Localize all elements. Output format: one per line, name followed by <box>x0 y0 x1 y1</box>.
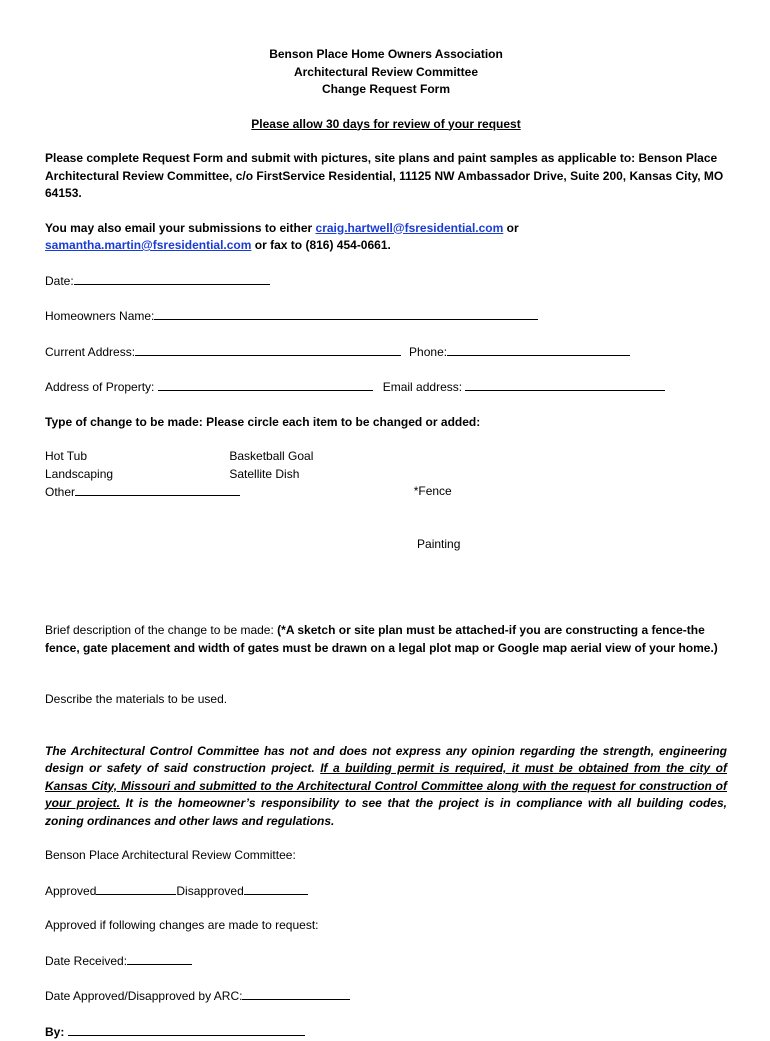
homeowners-label: Homeowners Name: <box>45 309 154 323</box>
change-type-column-2 <box>229 448 410 483</box>
other-label: Other <box>45 485 75 499</box>
disclaimer-permit-notice: If a building permit is required, it must be obtained from the city of Kansas City, Missouri and submitted to the Architectural Control Committee along with the request for construction of your project. <box>45 761 727 810</box>
change-request-form <box>45 46 727 1041</box>
date-blank[interactable] <box>74 272 270 285</box>
committee-name: Architectural Review Committee <box>45 64 727 82</box>
email-link-craig[interactable]: craig.hartwell@fsresidential.com <box>316 221 504 235</box>
other-blank[interactable] <box>75 483 240 496</box>
option-hot-tub[interactable]: Hot Tub <box>45 448 226 466</box>
disapproved-blank[interactable] <box>244 882 308 895</box>
property-address-blank[interactable] <box>158 378 373 391</box>
form-header <box>45 46 727 99</box>
email-address-label: Email address: <box>383 380 466 394</box>
option-satellite-dish[interactable]: Satellite Dish <box>229 466 410 484</box>
option-painting[interactable]: Painting <box>414 536 574 554</box>
date-approved-label: Date Approved/Disapproved by ARC: <box>45 989 242 1003</box>
property-address-row <box>45 378 727 397</box>
current-address-blank[interactable] <box>135 343 401 356</box>
approved-blank[interactable] <box>96 882 176 895</box>
email-prefix: You may also email your submissions to either <box>45 221 316 235</box>
disclaimer-part-1: The Architectural Control Committee has not and does not express any opinion regarding the strength, engineering design or safety of said construction project. <box>45 744 727 776</box>
property-address-label: Address of Property: <box>45 380 158 394</box>
approved-label: Approved <box>45 884 96 898</box>
description-block <box>45 622 727 657</box>
hoa-name: Benson Place Home Owners Association <box>45 46 727 64</box>
disclaimer-paragraph <box>45 743 727 831</box>
form-title: Change Request Form <box>45 81 727 99</box>
approval-row <box>45 882 727 901</box>
option-fence[interactable]: *Fence <box>414 483 574 501</box>
date-received-label: Date Received: <box>45 954 127 968</box>
signature-blank[interactable] <box>68 1023 305 1036</box>
option-basketball-goal[interactable]: Basketball Goal <box>229 448 410 466</box>
description-label: Brief description of the change to be made: <box>45 623 277 637</box>
date-label: Date: <box>45 274 74 288</box>
submit-instructions: Please complete Request Form and submit with pictures, site plans and paint samples as applicable to: Benson Place Architectural Review Committee, c/o FirstService Residential, 11125 NW Ambassador Drive, Suite 200, Kansas City, MO 64153. <box>45 150 727 203</box>
email-instructions <box>45 220 727 255</box>
current-address-label: Current Address: <box>45 345 135 359</box>
homeowners-field-row <box>45 307 727 326</box>
committee-heading: Benson Place Architectural Review Committee: <box>45 847 727 865</box>
change-type-column-3 <box>414 448 574 588</box>
date-approved-blank[interactable] <box>242 987 350 1000</box>
date-received-row <box>45 952 727 971</box>
phone-label: Phone: <box>409 345 447 359</box>
date-field-row <box>45 272 727 291</box>
option-landscaping[interactable]: Landscaping <box>45 466 226 484</box>
disapproved-label: Disapproved <box>176 884 243 898</box>
description-note: (*A sketch or site plan must be attached-if you are constructing a fence-the fence, gate placement and width of gates must be drawn on a legal plot map or Google map aerial view of your home.) <box>45 623 718 655</box>
current-address-row <box>45 343 727 362</box>
change-type-column-1 <box>45 448 226 502</box>
option-other[interactable] <box>45 483 226 502</box>
phone-blank[interactable] <box>447 343 630 356</box>
fax-text: or fax to (816) 454-0661. <box>251 238 390 252</box>
date-approved-row <box>45 987 727 1006</box>
by-label: By: <box>45 1025 68 1039</box>
change-type-heading: Type of change to be made: Please circle each item to be changed or added: <box>45 414 727 432</box>
review-notice: Please allow 30 days for review of your request <box>45 116 727 134</box>
materials-label: Describe the materials to be used. <box>45 691 727 709</box>
date-received-blank[interactable] <box>127 952 192 965</box>
approved-changes-label: Approved if following changes are made to request: <box>45 917 727 935</box>
email-or: or <box>503 221 518 235</box>
signature-row <box>45 1023 727 1041</box>
homeowners-blank[interactable] <box>154 307 538 320</box>
email-address-blank[interactable] <box>465 378 665 391</box>
email-link-samantha[interactable]: samantha.martin@fsresidential.com <box>45 238 251 252</box>
change-type-options <box>45 448 727 588</box>
disclaimer-part-3: It is the homeowner’s responsibility to see that the project is in compliance with all building codes, zoning ordinances and other laws and regulations. <box>45 796 727 828</box>
